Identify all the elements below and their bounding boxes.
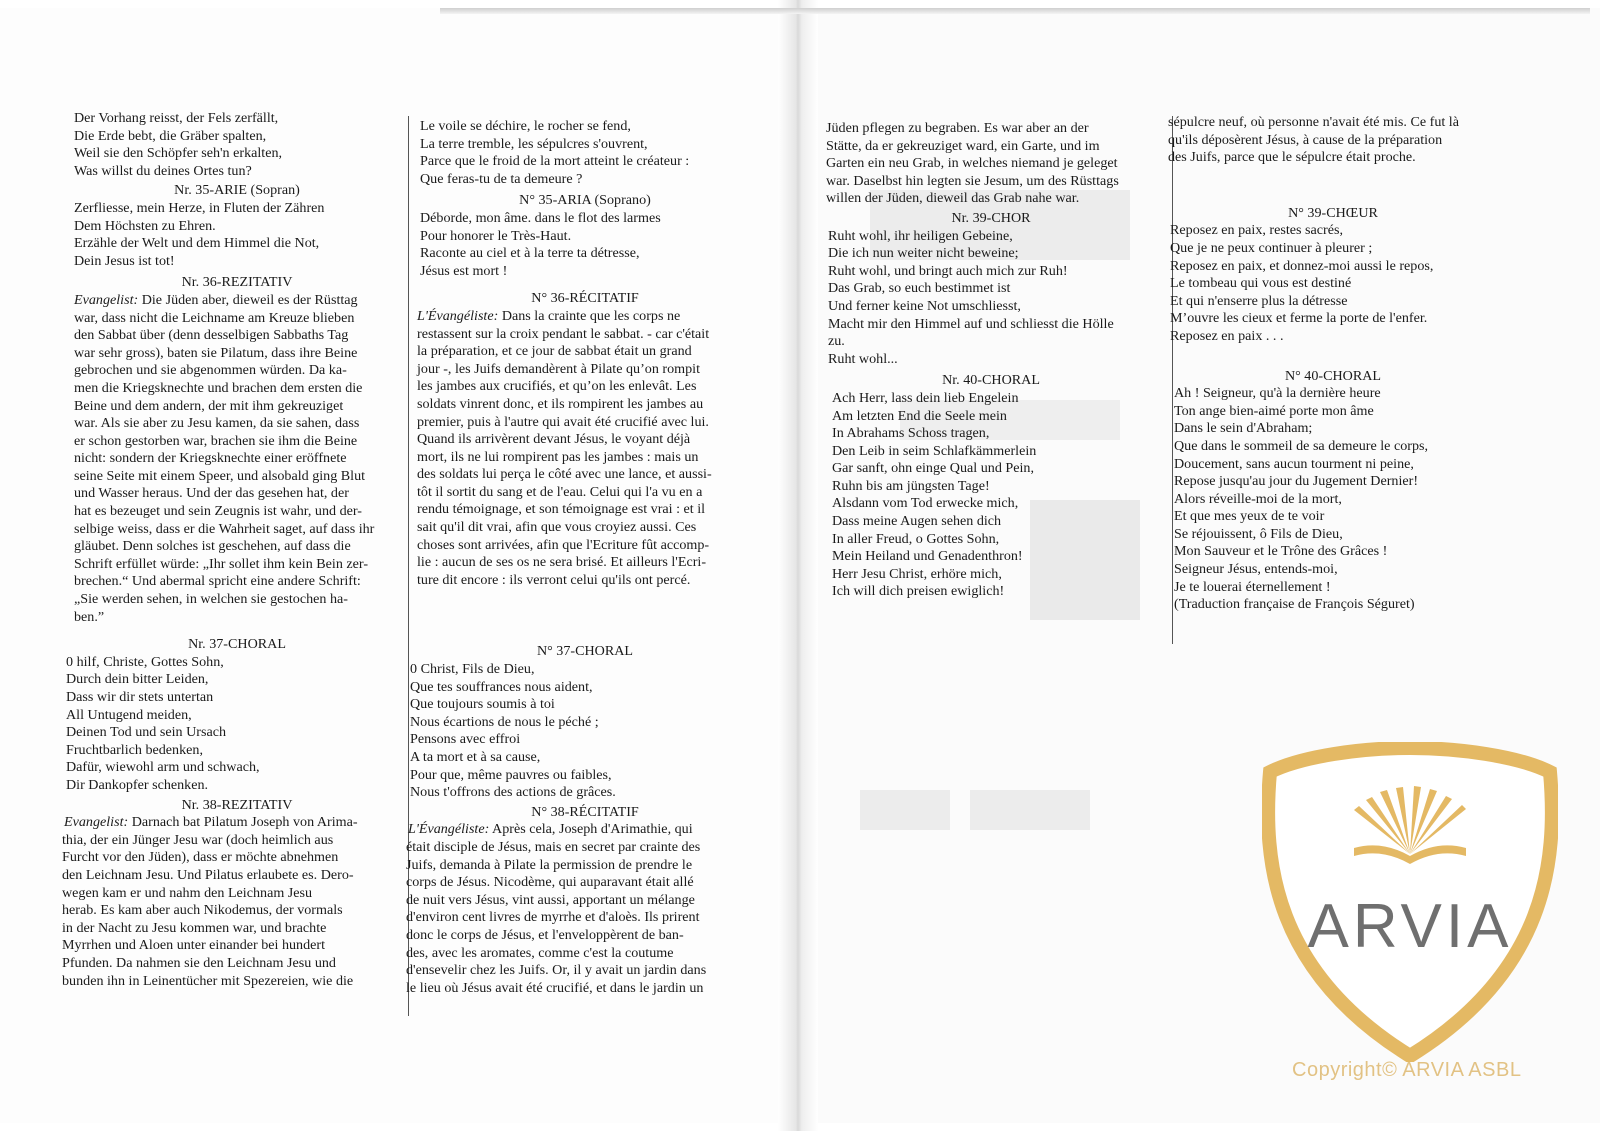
recitatif-38-first-text: Après cela, Joseph d'Arimathie, qui xyxy=(489,821,693,838)
text-line: und Wasser heraus. Und der das gesehen hat, der xyxy=(74,485,349,502)
text-line: Ton ange bien-aimé porte mon âme xyxy=(1174,402,1374,419)
text-line: Jésus est mort ! xyxy=(420,262,508,279)
page-top-edge xyxy=(440,8,1590,14)
text-line: mort, ils ne lui rompirent pas les jambes : mais un xyxy=(417,448,699,465)
text-line: premier, puis à l'autre qui avait été crucifié avec lui. xyxy=(417,413,709,430)
text-line: Ruht wohl... xyxy=(828,350,898,367)
text-line: den Leichnam Jesu. Und Pilatus erlaubete es. Dero- xyxy=(62,866,354,883)
heading-nr35-arie: Nr. 35-ARIE (Sopran) xyxy=(174,182,300,199)
text-line: le lieu où Jésus avait été crucifié, et dans le jardin un xyxy=(406,979,704,996)
french-recitatif-38-continued xyxy=(1168,114,1498,167)
text-line: gläubet. Denn solches ist geschehen, auf dass die xyxy=(74,538,351,555)
text-line: 0 hilf, Christe, Gottes Sohn, xyxy=(66,653,224,670)
text-line: Dem Höchsten zu Ehren. xyxy=(74,217,216,234)
recitatif-36-first-text: Dans la crainte que les corps ne xyxy=(498,307,681,324)
text-line: d'ensevelir chez les Juifs. Or, il y avait un jardin dans xyxy=(406,962,707,979)
german-aria-35 xyxy=(74,200,400,270)
text-line: Repose jusqu'au jour du Jugement Dernier! xyxy=(1174,473,1419,490)
text-line: seine Seite mit einem Speer, und alsobald ging Blut xyxy=(74,467,366,484)
text-line: restassent sur la croix pendant le sabbat. - car c'était xyxy=(417,325,710,342)
text-line: Durch dein bitter Leiden, xyxy=(66,671,209,688)
text-line: bunden ihn in Leinentücher mit Spezereien, wie die xyxy=(62,972,354,989)
text-line: In aller Freud, o Gottes Sohn, xyxy=(832,530,1000,547)
text-line: Que je ne peux continuer à pleurer ; xyxy=(1170,239,1373,256)
text-line: brechen.“ Und abermal spricht eine andere Schrift: xyxy=(74,573,361,590)
text-line: Je te louerai éternellement ! xyxy=(1174,578,1331,595)
heading-no38-recitatif: N° 38-RÉCITATIF xyxy=(531,803,639,820)
heading-no36-recitatif: N° 36-RÉCITATIF xyxy=(531,290,639,307)
text-line: corps de Jésus. Nicodème, qui auparavant était allé xyxy=(406,874,694,891)
text-line: Reposez en paix, et donnez-moi aussi le repos, xyxy=(1170,257,1434,274)
text-line: donc le corps de Jésus, et l'enveloppèrent de ban- xyxy=(406,926,684,943)
text-line: er schon gestorben war, brachen sie ihm die Beine xyxy=(74,432,358,449)
german-rezitativ-38 xyxy=(62,832,400,990)
text-line: rendu témoignage, et son témoignage est vrai : et il xyxy=(417,501,706,518)
evangelist-label-38: Evangelist: xyxy=(64,814,129,831)
text-line: Ruht wohl, ihr heiligen Gebeine, xyxy=(828,227,1013,244)
text-line: Myrrhen und Aloen unter einander bei hundert xyxy=(62,937,326,954)
text-line: Am letzten End die Seele mein xyxy=(832,407,1007,424)
text-line: de nuit vers Jésus, vint aussi, apportant un mélange xyxy=(406,891,695,908)
text-line: Mon Sauveur et le Trône des Grâces ! xyxy=(1174,543,1388,560)
text-line: qu'ils déposèrent Jésus, à cause de la préparation xyxy=(1168,131,1443,148)
evangeliste-label: L'Évangéliste: xyxy=(417,307,499,324)
text-line: 0 Christ, Fils de Dieu, xyxy=(410,661,535,678)
text-line: gebrochen und sie abgenommen würden. Da ka- xyxy=(74,362,347,379)
copyright-notice: Copyright© ARVIA ASBL xyxy=(1292,1059,1522,1081)
text-line: „Sie werden sehen, in welchen sie gestochen ha- xyxy=(74,591,348,608)
heading-no35-aria: N° 35-ARIA (Soprano) xyxy=(519,192,651,209)
text-line: Was willst du deines Ortes tun? xyxy=(74,162,252,179)
french-column-left xyxy=(406,118,750,997)
text-line: den Sabbat über (denn desselbigen Sabbaths Tag xyxy=(74,327,349,344)
text-line: Déborde, mon âme. dans le flot des larmes xyxy=(420,209,661,226)
text-line: men die Kriegsknechte und brachen dem ersten die xyxy=(74,379,363,396)
text-line: Pour que, même pauvres ou faibles, xyxy=(410,766,612,783)
text-line: Den Leib in seim Schlafkämmerlein xyxy=(832,442,1037,459)
text-line: d'environ cent livres de myrrhe et d'aloès. Ils prirent xyxy=(406,909,700,926)
text-line: ture dit encore : ils verront celui qu'ils ont percé. xyxy=(417,571,691,588)
text-line: Quand ils arrivèrent devant Jésus, le voyant déjà xyxy=(417,431,691,448)
text-line: Gar sanft, ohn einge Qual und Pein, xyxy=(832,460,1034,477)
french-intro-verse xyxy=(420,118,750,188)
text-line: Et qui n'enserre plus la détresse xyxy=(1170,292,1348,309)
heading-nr39-chor: Nr. 39-CHOR xyxy=(951,209,1031,226)
text-line: Parce que le froid de la mort atteint le créateur : xyxy=(420,153,690,170)
text-line: thia, der ein Jünger Jesu war (doch heimlich aus xyxy=(62,831,334,848)
text-line: la préparation, et ce jour de sabbat était un grand xyxy=(417,343,692,360)
arvia-logo xyxy=(1262,742,1558,1062)
french-recitatif-36-first-line xyxy=(417,308,750,326)
text-line: des Juifs, parce que le sépulcre était proche. xyxy=(1168,149,1416,166)
french-recitatif-36 xyxy=(417,326,750,590)
text-line: Reposez en paix, restes sacrés, xyxy=(1170,222,1343,239)
heading-nr38-rezitativ: Nr. 38-REZITATIV xyxy=(181,796,293,813)
german-rezitativ-36 xyxy=(74,310,400,627)
text-line: tôt il sortit du sang et de l'eau. Celui qui l'a vu en a xyxy=(417,483,703,500)
text-line: Juifs, demanda à Pilate la permission de prendre le xyxy=(406,856,693,873)
text-line: selbige weiss, dass er die Wahrheit saget, auf dass ihr xyxy=(74,520,375,537)
text-line: Dans le sein d'Abraham; xyxy=(1174,420,1313,437)
text-line: In Abrahams Schoss tragen, xyxy=(832,425,990,442)
text-line: herab. Es kam aber auch Nikodemus, der vormals xyxy=(62,902,343,919)
german-choral-40 xyxy=(832,390,1156,601)
text-line: Ruht wohl, und bringt auch mich zur Ruh! xyxy=(828,262,1068,279)
text-line: wegen kam er und nahm den Leichnam Jesu xyxy=(62,884,313,901)
text-line: Beine und dem andern, der mit ihm gekreuziget xyxy=(74,397,344,414)
heading-nr37-choral: Nr. 37-CHORAL xyxy=(188,636,286,653)
text-line: war sehr gross), baten sie Pilatum, dass ihre Beine xyxy=(74,344,358,361)
text-line: Ruhn bis am jüngsten Tage! xyxy=(832,477,990,494)
rezitativ-38-first-text: Darnach bat Pilatum Joseph von Arima- xyxy=(128,814,358,831)
text-line: Stätte, da er gekreuziget ward, ein Garte, und im xyxy=(826,137,1100,154)
text-line: Weil sie den Schöpfer seh'n erkalten, xyxy=(74,145,283,162)
text-line: Seigneur Jésus, entends-moi, xyxy=(1174,561,1338,578)
text-line: Se réjouissent, ô Fils de Dieu, xyxy=(1174,525,1343,542)
heading-nr36-rezitativ: Nr. 36-REZITATIV xyxy=(181,274,293,291)
text-line: Erzähle der Welt und dem Himmel die Not, xyxy=(74,235,320,252)
text-line: Jüden pflegen zu begraben. Es war aber an der xyxy=(826,120,1089,136)
text-line: Ah ! Seigneur, qu'à la dernière heure xyxy=(1174,385,1381,402)
text-line: Herr Jesu Christ, erhöre mich, xyxy=(832,565,1002,582)
german-chor-39 xyxy=(828,228,1156,369)
text-line: nicht: sondern der Kriegsknechte einer eröffnete xyxy=(74,450,347,467)
text-line: Alors réveille-moi de la mort, xyxy=(1174,490,1342,507)
text-line: Dass meine Augen sehen dich xyxy=(832,513,1002,530)
text-line: Mein Heiland und Genadenthron! xyxy=(832,548,1023,565)
text-line: Que dans le sommeil de sa demeure le corps, xyxy=(1174,437,1428,454)
text-line: Doucement, sans aucun tourment ni peine, xyxy=(1174,455,1414,472)
text-line: La terre tremble, les sépulcres s'ouvrent, xyxy=(420,135,648,152)
text-line: Garten ein neu Grab, in welches niemand je geleget xyxy=(826,155,1118,172)
evangeliste-label-38: L'Évangéliste: xyxy=(408,821,490,838)
text-line: Und ferner keine Not umschliesst, xyxy=(828,297,1021,314)
text-line: Que toujours soumis à toi xyxy=(410,696,555,713)
text-line: était disciple de Jésus, mais en secret par crainte des xyxy=(406,838,701,855)
evangelist-label: Evangelist: xyxy=(74,291,139,308)
text-line: willen der Jüden, dieweil das Grab nahe war. xyxy=(826,190,1080,207)
text-line: Fruchtbarlich bedenken, xyxy=(66,741,203,758)
french-column-right xyxy=(1168,114,1498,614)
text-line: Et que mes yeux de te voir xyxy=(1174,508,1325,525)
text-line: Pensons avec effroi xyxy=(410,731,521,748)
text-line: hat es bezeuget und sein Zeugnis ist wahr, und der- xyxy=(74,503,362,520)
german-column-left xyxy=(62,110,400,990)
french-aria-35 xyxy=(420,210,750,280)
text-line: Raconte au ciel et à la terre ta détresse, xyxy=(420,245,640,262)
text-line: M’ouvre les cieux et ferme la porte de l'enfer. xyxy=(1170,310,1428,327)
text-line: Pfunden. Da nahmen sie den Leichnam Jesu und xyxy=(62,954,336,971)
text-line: Zerfliesse, mein Herze, in Fluten der Zähren xyxy=(74,199,325,216)
heading-nr40-choral: Nr. 40-CHORAL xyxy=(942,372,1040,389)
text-line: sait qu'il dit vrai, afin que vous croyiez aussi. Ces xyxy=(417,519,697,536)
text-line: war, dass nicht die Leichname am Kreuze blieben xyxy=(74,309,355,326)
text-line: Deinen Tod und sein Ursach xyxy=(66,724,227,741)
french-choeur-39 xyxy=(1170,222,1498,345)
text-line: Die Erde bebt, die Gräber spalten, xyxy=(74,127,267,144)
german-rezitativ-38-first-line xyxy=(64,814,400,832)
text-line: Dafür, wiewohl arm und schwach, xyxy=(66,759,260,776)
text-line: Die ich nun weiter nicht beweine; xyxy=(828,245,1019,262)
text-line: lie : aucun de ses os ne sera brisé. Et ailleurs l'Ecri- xyxy=(417,554,707,571)
french-recitatif-38 xyxy=(406,839,750,997)
text-line: Dein Jesus ist tot! xyxy=(74,252,175,269)
german-rezitativ-38-continued xyxy=(826,120,1156,208)
text-line: war. Als sie aber zu Jesu kamen, da sie sahen, dass xyxy=(74,415,360,432)
heading-no37-choral: N° 37-CHORAL xyxy=(536,643,634,660)
text-line: Nous écartions de nous le péché ; xyxy=(410,713,599,730)
german-column-right xyxy=(826,120,1156,601)
text-line: Que tes souffrances nous aident, xyxy=(410,678,593,695)
heading-no39-choeur: N° 39-CHŒUR xyxy=(1288,204,1378,221)
text-line: Furcht vor den Jüden), dass er möchte abnehmen xyxy=(62,849,339,866)
french-choral-40 xyxy=(1174,385,1498,614)
french-recitatif-38-first-line xyxy=(408,821,750,839)
text-line: des soldats lui perça le côté avec une lance, et aussi- xyxy=(417,466,712,483)
text-line: Que feras-tu de ta demeure ? xyxy=(420,170,583,187)
french-choral-37 xyxy=(410,661,750,802)
text-line: Das Grab, so euch bestimmet ist xyxy=(828,280,1011,297)
text-line: in der Nacht zu Jesu kommen war, und brachte xyxy=(62,919,327,936)
text-line: choses sont arrivées, afin que l'Ecriture fût accomp- xyxy=(417,536,710,553)
text-line: Le tombeau qui vous est destiné xyxy=(1170,275,1352,292)
text-line: Ach Herr, lass dein lieb Engelein xyxy=(832,389,1019,406)
text-line: les jambes aux crucifiés, et qu’on les enlevât. Les xyxy=(417,378,697,395)
text-line: soldats vinrent donc, et ils rompirent les jambes au xyxy=(417,395,704,412)
text-line: Le voile se déchire, le rocher se fend, xyxy=(420,118,631,134)
text-line: (Traduction française de François Séguret) xyxy=(1174,596,1415,613)
text-line: Reposez en paix . . . xyxy=(1170,327,1284,344)
logo-text: ARVIA xyxy=(1307,892,1513,961)
text-line: Schrift erfüllet würde: „Ihr sollet ihm kein Bein zer- xyxy=(74,555,369,572)
text-line: Dir Dankopfer schenken. xyxy=(66,776,209,793)
text-line: Dass wir dir stets untertan xyxy=(66,689,214,705)
text-line: All Untugend meiden, xyxy=(66,706,192,723)
text-line: Ich will dich preisen ewiglich! xyxy=(832,583,1005,600)
text-line: Pour honorer le Très-Haut. xyxy=(420,227,572,244)
text-line: ben.” xyxy=(74,608,105,625)
heading-no40-choral: N° 40-CHORAL xyxy=(1284,367,1382,384)
rezitativ-36-first-text: Die Jüden aber, dieweil es der Rüsttag xyxy=(138,291,358,308)
text-line: jour -, les Juifs demandèrent à Pilate qu’on rompit xyxy=(417,360,700,377)
german-choral-37 xyxy=(66,654,400,795)
text-line: sépulcre neuf, où personne n'avait été mis. Ce fut là xyxy=(1168,114,1459,130)
german-rezitativ-36-first-line xyxy=(74,292,400,310)
text-line: Alsdann vom Tod erwecke mich, xyxy=(832,495,1019,512)
text-line: zu. xyxy=(828,333,845,350)
page-gutter xyxy=(778,0,818,1131)
text-line: A ta mort et à sa cause, xyxy=(410,749,541,765)
text-line: war. Daselbst hin legten sie Jesum, um des Rüsttags xyxy=(826,172,1119,189)
text-line: Der Vorhang reisst, der Fels zerfällt, xyxy=(74,110,279,126)
text-line: des, avec les aromates, comme c'est la coutume xyxy=(406,944,674,961)
text-line: Macht mir den Himmel auf und schliesst die Hölle xyxy=(828,315,1114,332)
german-intro-verse xyxy=(74,110,400,180)
text-line: Nous t'offrons des actions de grâces. xyxy=(410,784,616,801)
